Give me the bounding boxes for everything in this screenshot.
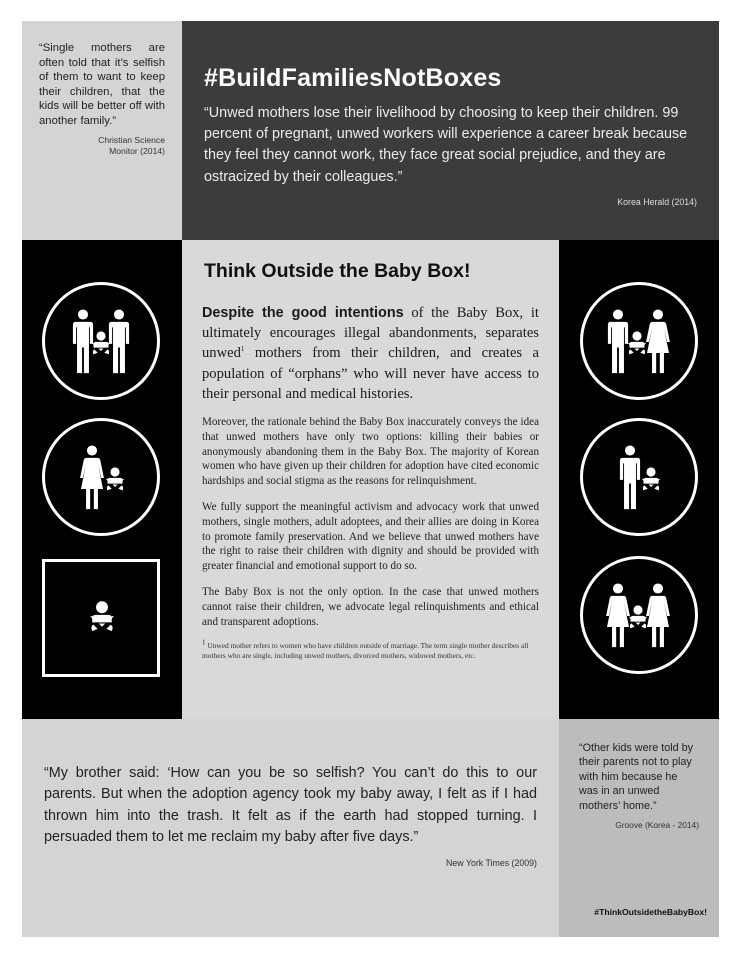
- left-icon-column: [22, 240, 182, 719]
- lead-text-a: of the Baby Box, it ultimately encourages illegal abandonments, separates unwed: [202, 305, 539, 362]
- bottom-left-quote-panel: [22, 719, 559, 937]
- footnote-text: Unwed mother refers to women who have children outside of marriage. The term single mother describes all mothers who are single, including unwed mothers, divorced mothers, widowed mothers, etc.: [202, 641, 529, 660]
- quote-csm: “Single mothers are often told that it’s selfish of them to want to keep their children, that the kids will be better off with another family.”: [39, 42, 165, 127]
- header-panel: [182, 21, 719, 240]
- mother-baby-icon: [41, 417, 161, 537]
- quote-source-csm: Christian Science Monitor (2014): [98, 134, 165, 157]
- quote-source-nyt: New York Times (2009): [446, 857, 537, 868]
- top-left-quote-panel: [22, 21, 182, 240]
- body-paragraph: We fully support the meaningful activism and advocacy work that unwed mothers, single mothers, adult adoptees, and their allies are doing in Korea to promote family preservation. And we believe that unwed mothers have the right to raise their children with dignity and should be provided with greater financial and emotional support to do so.: [202, 501, 539, 573]
- body-paragraph: The Baby Box is not the only option. In the case that unwed mothers cannot raise their children, we advocate legal relinquishments and ethical and transparent adoptions.: [202, 585, 539, 628]
- father-baby-icon: [579, 417, 699, 537]
- hashtag-build-families: #BuildFamiliesNotBoxes: [204, 64, 502, 92]
- lead-paragraph: [202, 303, 539, 404]
- body-paragraph: Moreover, the rationale behind the Baby Box inaccurately conveys the idea that unwed mothers have only two options: killing their babies or anonymously abandoning them in the Baby Box. The majority of Korean women who have given up their children for adoption have cited economic hardships and social stigma as the reasons for relinquishment.: [202, 416, 539, 488]
- lead-bold: Despite the good intentions: [202, 305, 404, 321]
- quote-nyt: “My brother said: ‘How can you be so selfish? You can’t do this to our parents. But when the adoption agency took my baby away, I felt as if I had thrown him into the trash. It felt as if the earth had stopped turning. I persuaded them to let me reclaim my baby after five days.”: [44, 765, 537, 846]
- baby-box-icon: [42, 559, 162, 679]
- two-fathers-baby-icon: [41, 281, 161, 401]
- quote-groove: “Other kids were told by their parents not to play with him because he was in an unwed mothers’ home.”: [579, 742, 694, 812]
- footnote-number: 1: [202, 638, 206, 647]
- main-text-panel: [182, 240, 559, 719]
- quote-korea-herald: “Unwed mothers lose their livelihood by choosing to keep their children. 99 percent of pregnant, unwed workers will experience a career break because they feel they cannot work, they face great social prejudice, and they are ostracized by their colleagues.”: [204, 105, 688, 185]
- footnote-ref: 1: [240, 345, 245, 354]
- footnote: [202, 638, 539, 660]
- father-mother-baby-icon: [579, 281, 699, 401]
- two-mothers-baby-icon: [579, 555, 699, 675]
- right-icon-column: [559, 240, 719, 719]
- quote-source-groove: Groove (Korea - 2014): [615, 820, 699, 831]
- main-title: Think Outside the Baby Box!: [204, 260, 471, 282]
- bottom-right-quote-panel: [559, 719, 719, 937]
- hashtag-think-outside: #ThinkOutsidetheBabyBox!: [594, 907, 707, 917]
- quote-source-korea-herald: Korea Herald (2014): [617, 196, 697, 207]
- lead-text-b: mothers from their children, and creates a population of “orphans” who will never have access to their personal and medical histories.: [202, 345, 539, 402]
